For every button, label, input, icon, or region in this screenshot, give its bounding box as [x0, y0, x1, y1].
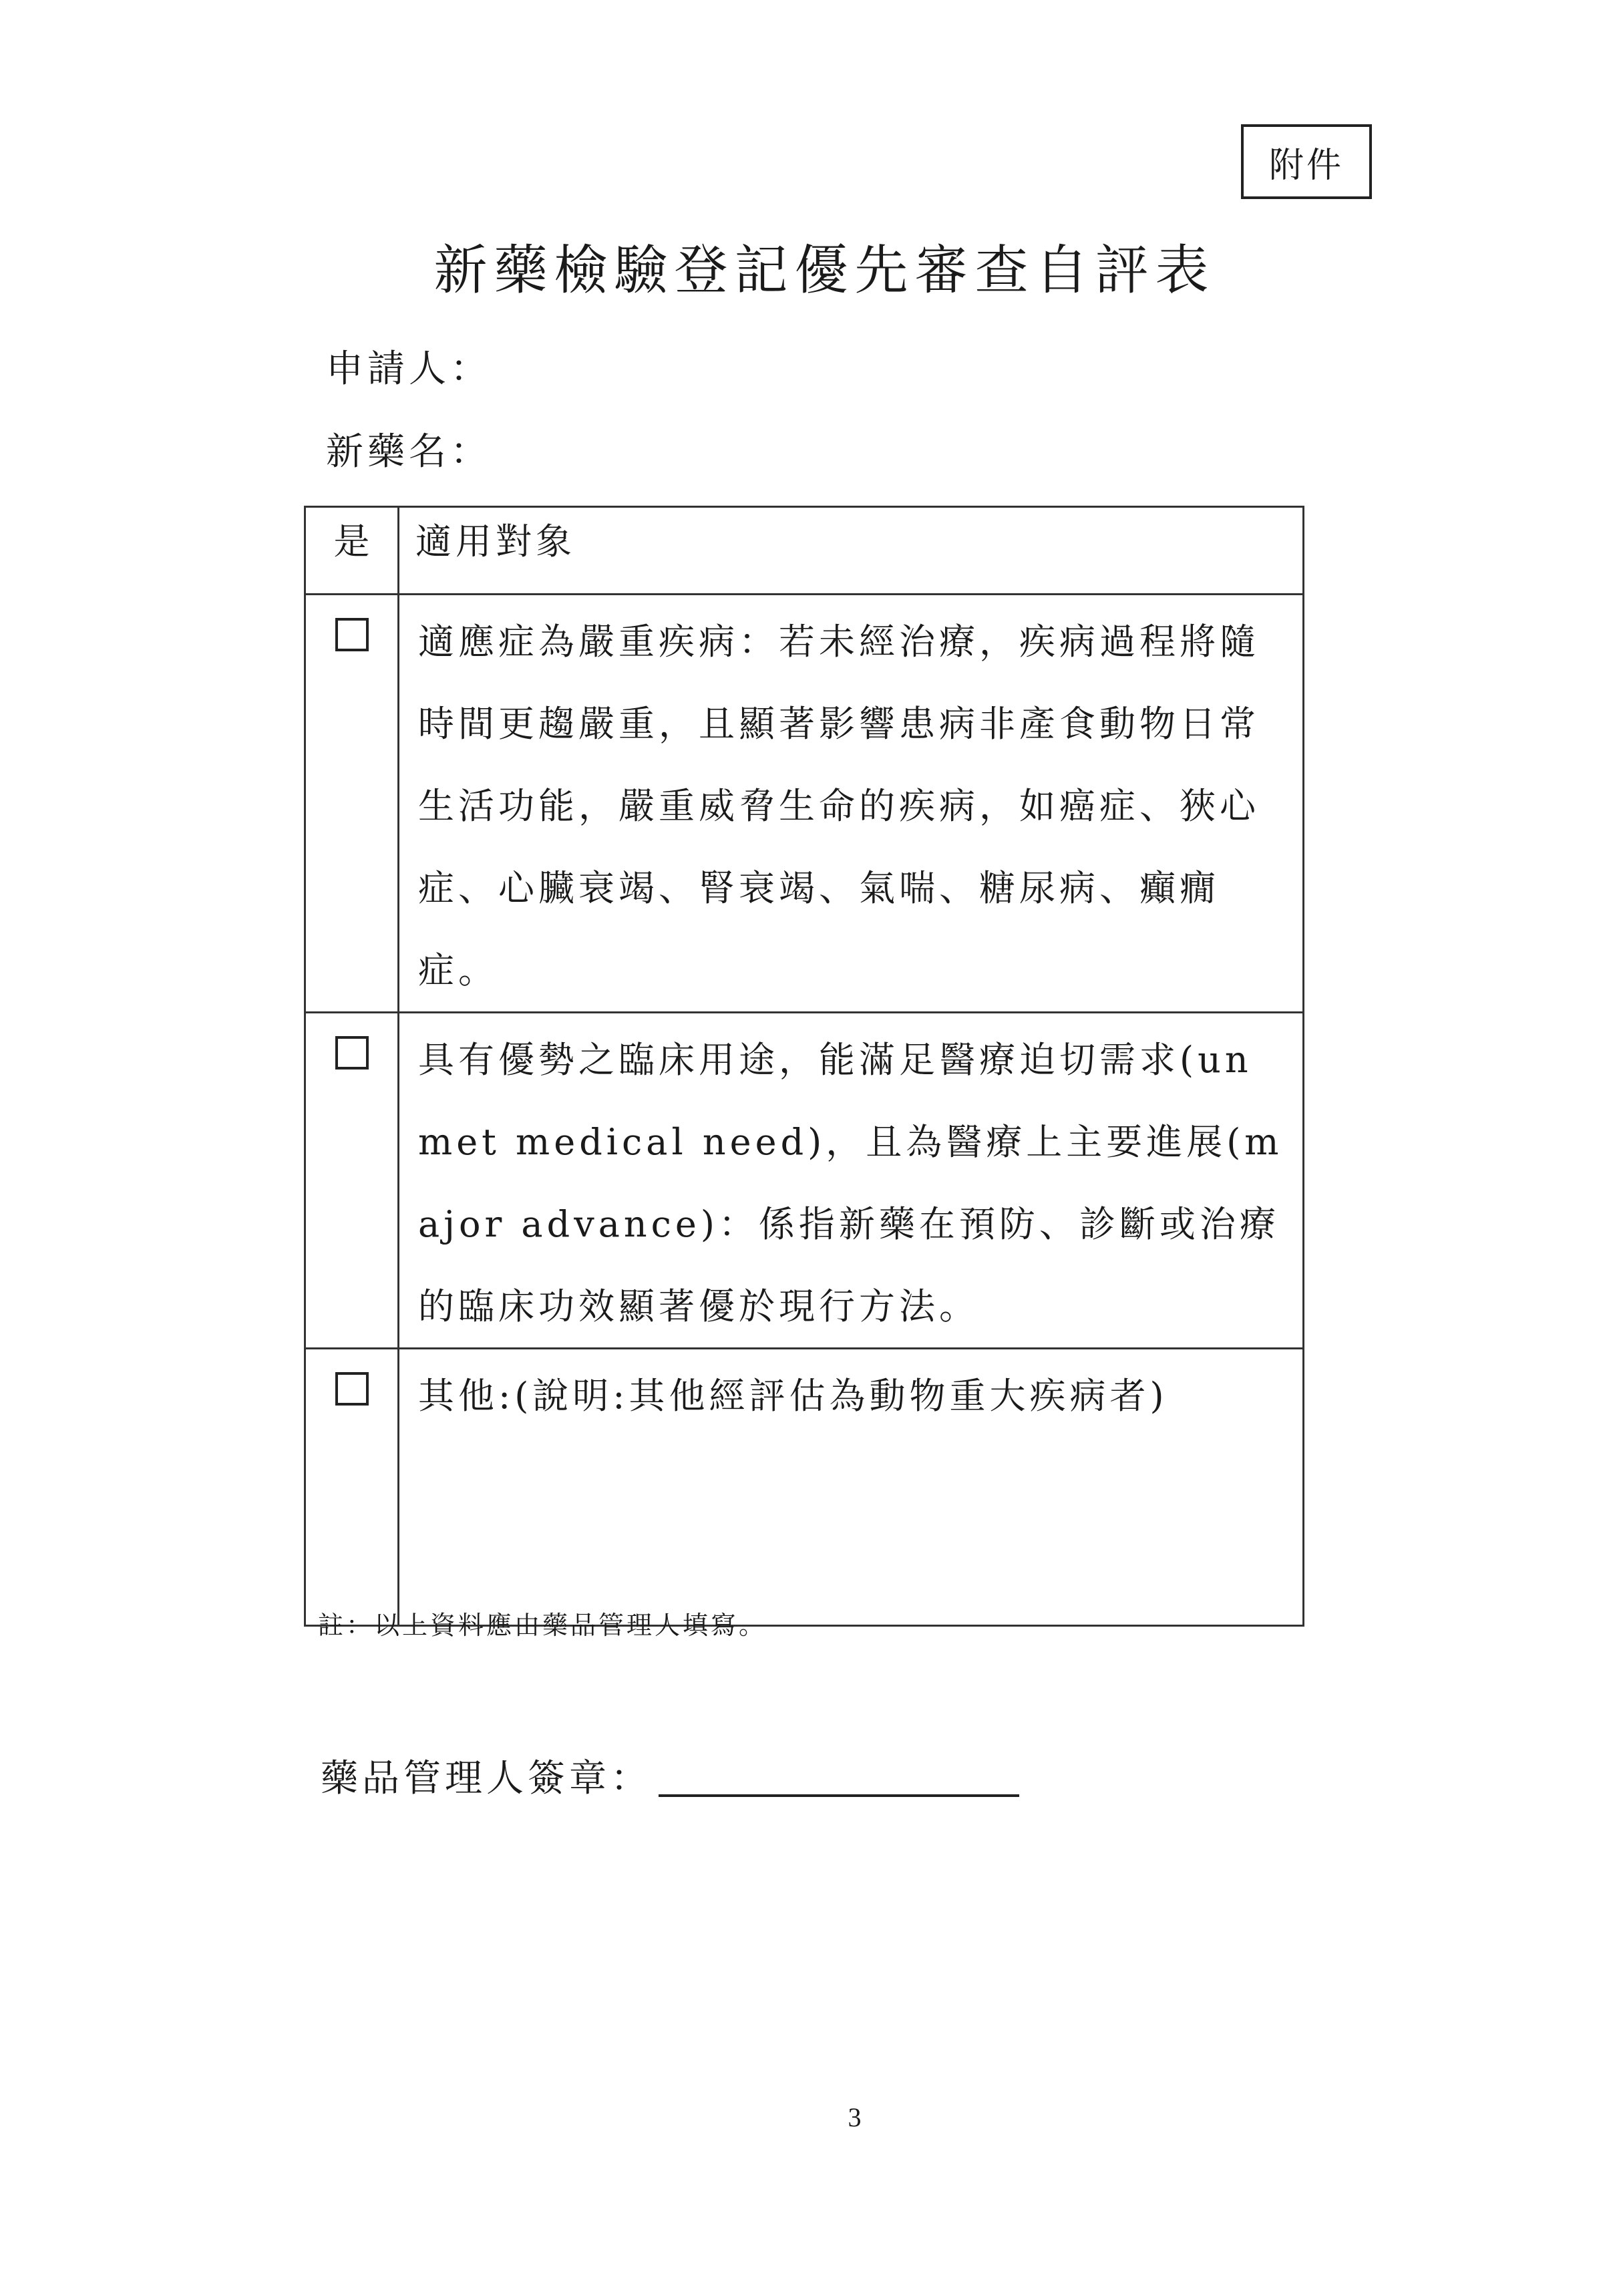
table-row	[305, 595, 1304, 1013]
criteria-cell	[399, 595, 1304, 1013]
checkbox-cell	[305, 595, 399, 1013]
clinical-advantage-text: 具有優勢之臨床用途，能滿足醫療迫切需求(unmet medical need)，且為醫療上主要進展(major advance)：係指新藥在預防、診斷或治療的臨床功效顯著優於現行方法。	[418, 1039, 1283, 1327]
signature-line[interactable]	[659, 1758, 1019, 1797]
criteria-cell	[399, 1349, 1304, 1626]
clinical-advantage-checkbox[interactable]	[335, 1036, 369, 1070]
page-number: 3	[848, 2102, 862, 2132]
other-text: 其他:(說明:其他經評估為動物重大疾病者)	[418, 1375, 1168, 1417]
criteria-cell	[399, 1013, 1304, 1349]
drug-name-label: 新藥名：	[326, 430, 492, 474]
checkbox-cell	[305, 1349, 399, 1626]
footnote: 註：以上資料應由藥品管理人填寫。	[318, 1611, 767, 1640]
table-row	[305, 1013, 1304, 1349]
column-header-yes: 是	[305, 507, 399, 595]
checkbox-cell	[305, 1013, 399, 1349]
page-title: 新藥檢驗登記優先審查自評表	[433, 239, 1216, 301]
column-header-target: 適用對象	[399, 507, 1304, 595]
criteria-table	[304, 506, 1304, 1627]
signature-row	[321, 1749, 1019, 1802]
table-header-row	[305, 507, 1304, 595]
table-row	[305, 1349, 1304, 1626]
serious-disease-checkbox[interactable]	[335, 618, 369, 651]
other-checkbox[interactable]	[335, 1372, 369, 1406]
attachment-label: 附件	[1241, 124, 1372, 199]
signature-label: 藥品管理人簽章：	[321, 1757, 652, 1800]
applicant-label: 申請人：	[326, 347, 492, 391]
serious-disease-text: 適應症為嚴重疾病：若未經治療，疾病過程將隨時間更趨嚴重，且顯著影響患病非產食動物日常生活功能，嚴重威脅生命的疾病，如癌症、狹心症、心臟衰竭、腎衰竭、氣喘、糖尿病、癲癇症。	[418, 621, 1260, 991]
